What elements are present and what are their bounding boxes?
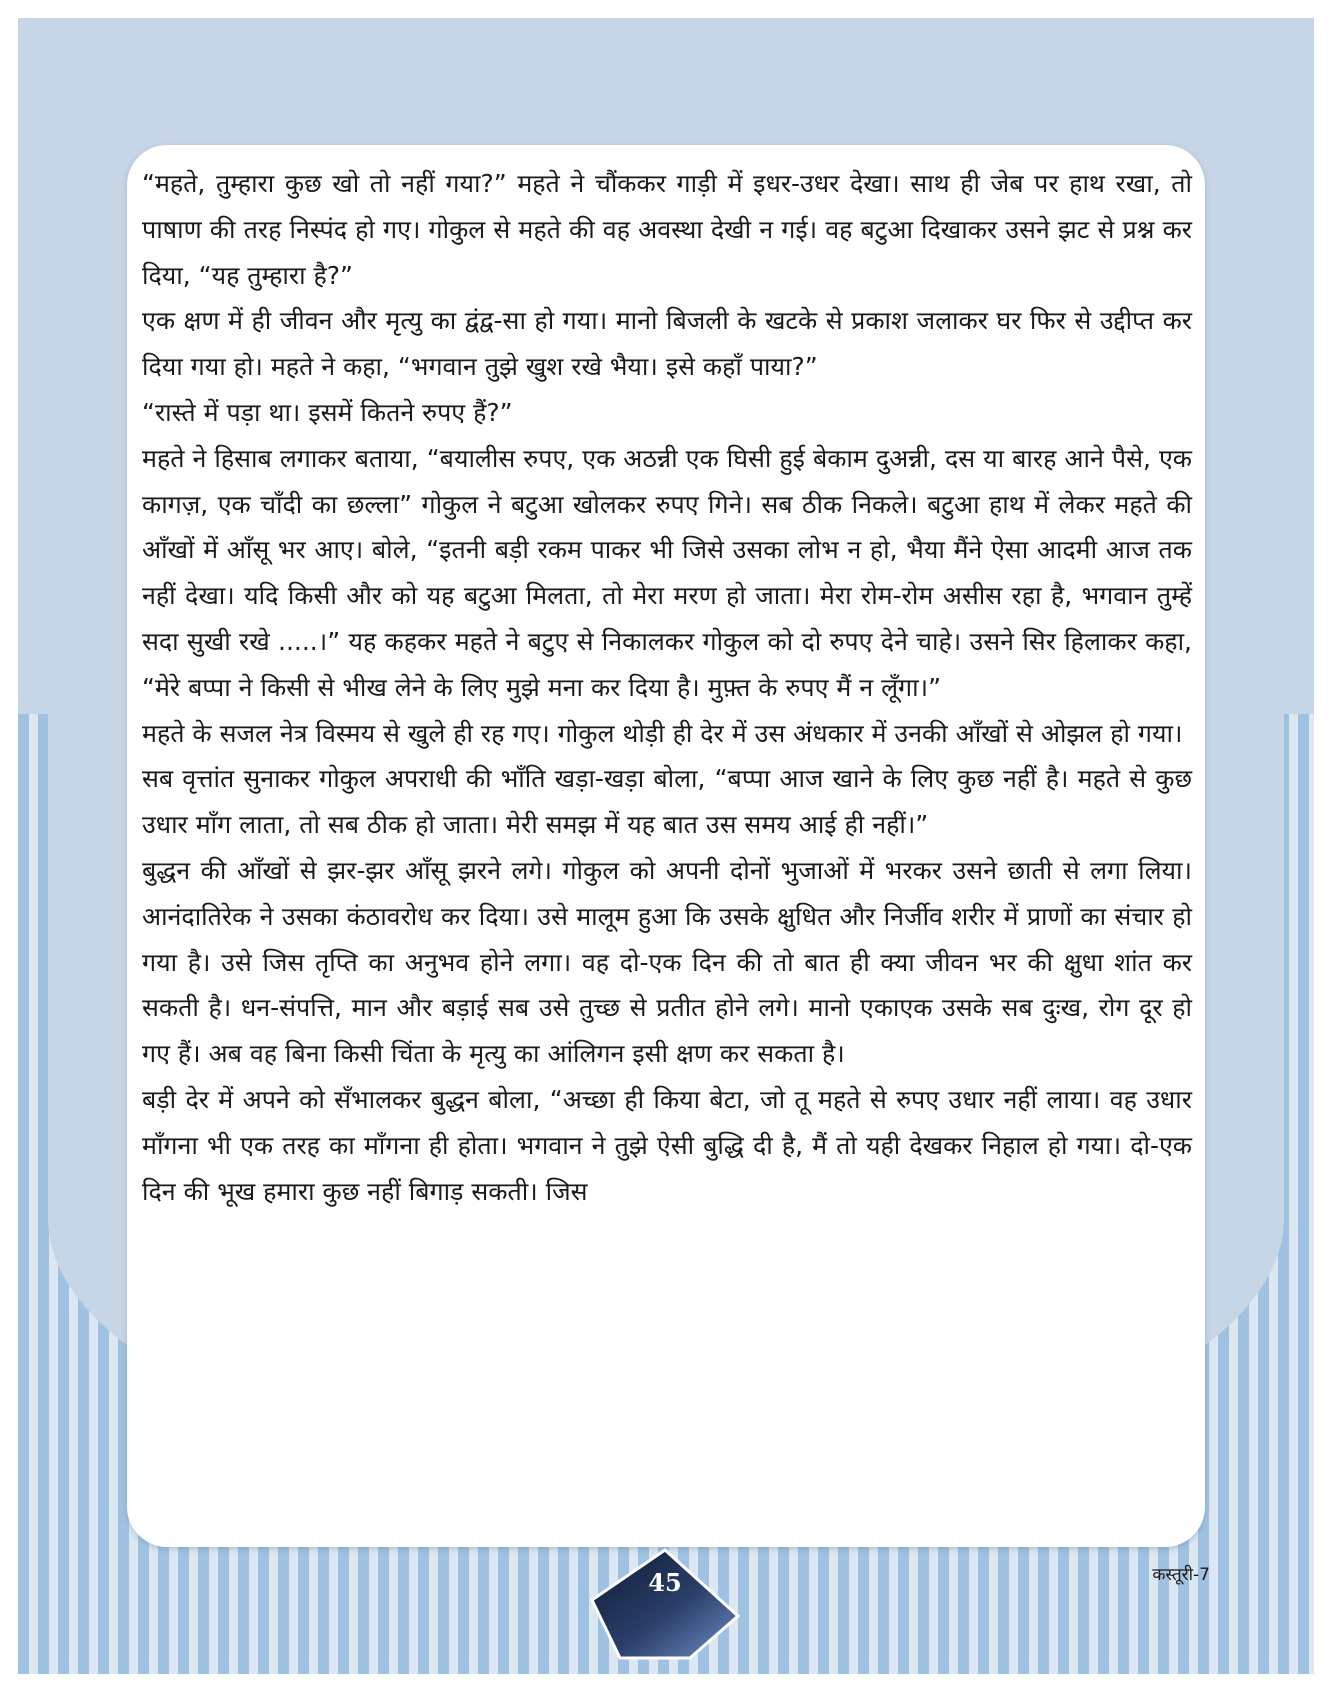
story-text — [142, 161, 1192, 1214]
book-label: कस्तूरी-7 — [1152, 1565, 1210, 1585]
paragraph-5: महते के सजल नेत्र विस्मय से खुले ही रह गए। गोकुल थोड़ी ही देर में उस अंधकार में उनकी आँखों से ओझल हो गया। — [142, 718, 1183, 748]
paragraph-1: “महते, तुम्हारा कुछ खो तो नहीं गया?” महते ने चौंककर गाड़ी में इधर-उधर देखा। साथ ही जेब पर हाथ रखा, तो पाषाण की तरह निस्पंद हो गए। गोकुल से महते की वह अवस्था देखी न गई। वह बटुआ दिखाकर उसने झट से प्रश्न कर दिया, “यह तुम्हारा है?” — [142, 169, 1192, 290]
page-number: 45 — [648, 1568, 682, 1597]
paragraph-3: “रास्ते में पड़ा था। इसमें कितने रुपए हैं?” — [142, 397, 513, 427]
paragraph-8: बड़ी देर में अपने को सँभालकर बुद्धन बोला, “अच्छा ही किया बेटा, जो तू महते से रुपए उधार नहीं लाया। वह उधार माँगना भी एक तरह का माँगना ही होता। भगवान ने तुझे ऐसी बुद्धि दी है, मैं तो यही देखकर निहाल हो गया। दो-एक दिन की भूख हमारा कुछ नहीं बिगाड़ सकती। जिस — [142, 1084, 1192, 1206]
paragraph-7: बुद्धन की आँखों से झर-झर आँसू झरने लगे। गोकुल को अपनी दोनों भुजाओं में भरकर उसने छाती से लगा लिया। आनंदातिरेक ने उसका कंठावरोध कर दिया। उसे मालूम हुआ कि उसके क्षुधित और निर्जीव शरीर में प्राणों का संचार हो गया है। उसे जिस तृप्ति का अनुभव होने लगा। वह दो-एक दिन की तो बात ही क्या जीवन भर की क्षुधा शांत कर सकती है। धन-संपत्ति, मान और बड़ाई सब उसे तुच्छ से प्रतीत होने लगे। मानो एकाएक उसके सब दुःख, रोग दूर हो गए हैं। अब वह बिना किसी चिंता के मृत्यु का आंलिगन इसी क्षण कर सकता है। — [142, 855, 1192, 1069]
page-number-badge — [590, 1548, 740, 1660]
paragraph-6: सब वृत्तांत सुनाकर गोकुल अपराधी की भाँति खड़ा-खड़ा बोला, “बप्पा आज खाने के लिए कुछ नहीं है। महते से कुछ उधार माँग लाता, तो सब ठीक हो जाता। मेरी समझ में यह बात उस समय आई ही नहीं।” — [142, 764, 1192, 840]
paragraph-2: एक क्षण में ही जीवन और मृत्यु का द्वंद्व-सा हो गया। मानो बिजली के खटके से प्रकाश जलाकर घर फिर से उद्दीप्त कर दिया गया हो। महते ने कहा, “भगवान तुझे खुश रखे भैया। इसे कहाँ पाया?” — [142, 306, 1192, 382]
paragraph-4: महते ने हिसाब लगाकर बताया, “बयालीस रुपए, एक अठन्नी एक घिसी हुई बेकाम दुअन्नी, दस या बारह आने पैसे, एक कागज़, एक चाँदी का छल्ला” गोकुल ने बटुआ खोलकर रुपए गिने। सब ठीक निकले। बटुआ हाथ में लेकर महते की आँखों में आँसू भर आए। बोले, “इतनी बड़ी रकम पाकर भी जिसे उसका लोभ न हो, भैया मैंने ऐसा आदमी आज तक नहीं देखा। यदि किसी और को यह बटुआ मिलता, तो मेरा मरण हो जाता। मेरा रोम-रोम असीस रहा है, भगवान तुम्हें सदा सुखी रखे .....।” यह कहकर महते ने बटुए से निकालकर गोकुल को दो रुपए देने चाहे। उसने सिर हिलाकर कहा, “मेरे बप्पा ने किसी से भीख लेने के लिए मुझे मना कर दिया है। मुफ़्त के रुपए मैं न लूँगा।” — [142, 443, 1192, 702]
